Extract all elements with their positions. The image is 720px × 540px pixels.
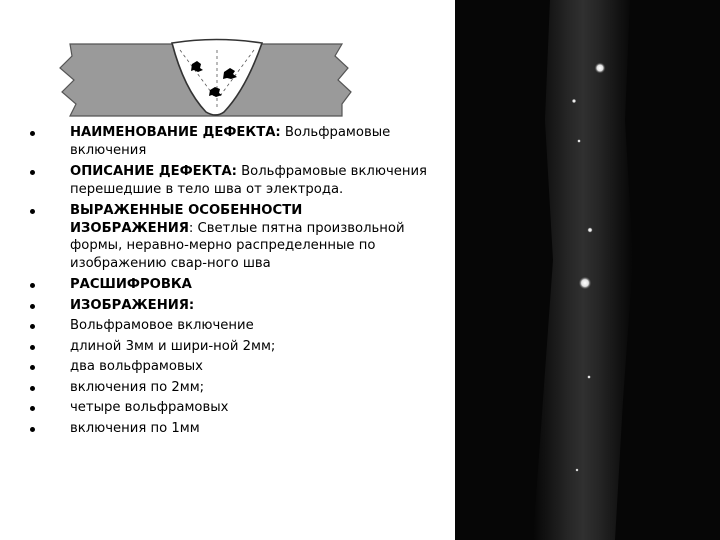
inclusion-spot — [587, 375, 591, 379]
item-label: НАИМЕНОВАНИЕ ДЕФЕКТА: — [70, 125, 281, 140]
item-text: Вольфрамовые включения — [70, 125, 391, 158]
bullet-icon — [30, 386, 35, 391]
item-text: включения по 2мм; — [70, 379, 205, 395]
item-text: Вольфрамовые включения перешедшие в тело шва от электрода. — [70, 164, 427, 197]
item-text: : Светлые пятна произвольной формы, неравно-мерно распределенные по изображению свар-ного шва — [70, 220, 405, 271]
weld-cross-section-diagram — [56, 34, 376, 124]
inclusion-spot — [587, 227, 593, 233]
item-text: четыре вольфрамовых — [70, 400, 229, 415]
bullet-icon — [30, 365, 35, 370]
bullet-icon — [30, 170, 35, 175]
list-item — [30, 276, 430, 294]
item-text: Вольфрамовое включение — [70, 318, 254, 333]
bullet-icon — [30, 209, 35, 214]
bullet-icon — [30, 131, 35, 136]
bullet-icon — [30, 283, 35, 288]
list-item — [30, 317, 430, 335]
list-item — [30, 399, 430, 417]
bullet-icon — [30, 324, 35, 329]
list-item — [30, 420, 430, 438]
inclusion-spot — [594, 62, 606, 74]
inclusion-spot — [572, 99, 577, 104]
inclusion-spot — [578, 276, 592, 290]
item-label: РАСШИФРОВКА — [70, 277, 192, 292]
item-label: ОПИСАНИЕ ДЕФЕКТА: — [70, 164, 237, 179]
bullet-icon — [30, 427, 35, 432]
list-item — [30, 297, 430, 315]
item-text: включения по 1мм — [70, 420, 200, 436]
inclusion-spot — [575, 468, 579, 472]
list-item — [30, 124, 430, 159]
list-item — [30, 338, 430, 356]
inclusion-spot — [577, 139, 581, 143]
list-item — [30, 163, 430, 198]
defect-description-list — [30, 124, 430, 440]
bullet-icon — [30, 406, 35, 411]
item-label: ИЗОБРАЖЕНИЯ: — [70, 297, 195, 313]
item-text: длиной 3мм и шири-ной 2мм; — [70, 338, 276, 354]
bullet-icon — [30, 304, 35, 309]
list-item — [30, 202, 430, 272]
list-item — [30, 358, 430, 376]
bullet-icon — [30, 345, 35, 350]
list-item — [30, 379, 430, 397]
item-text: два вольфрамовых — [70, 359, 203, 374]
radiograph-image — [455, 0, 720, 540]
item-label: ВЫРАЖЕННЫЕ ОСОБЕННОСТИ ИЗОБРАЖЕНИЯ — [70, 203, 303, 236]
